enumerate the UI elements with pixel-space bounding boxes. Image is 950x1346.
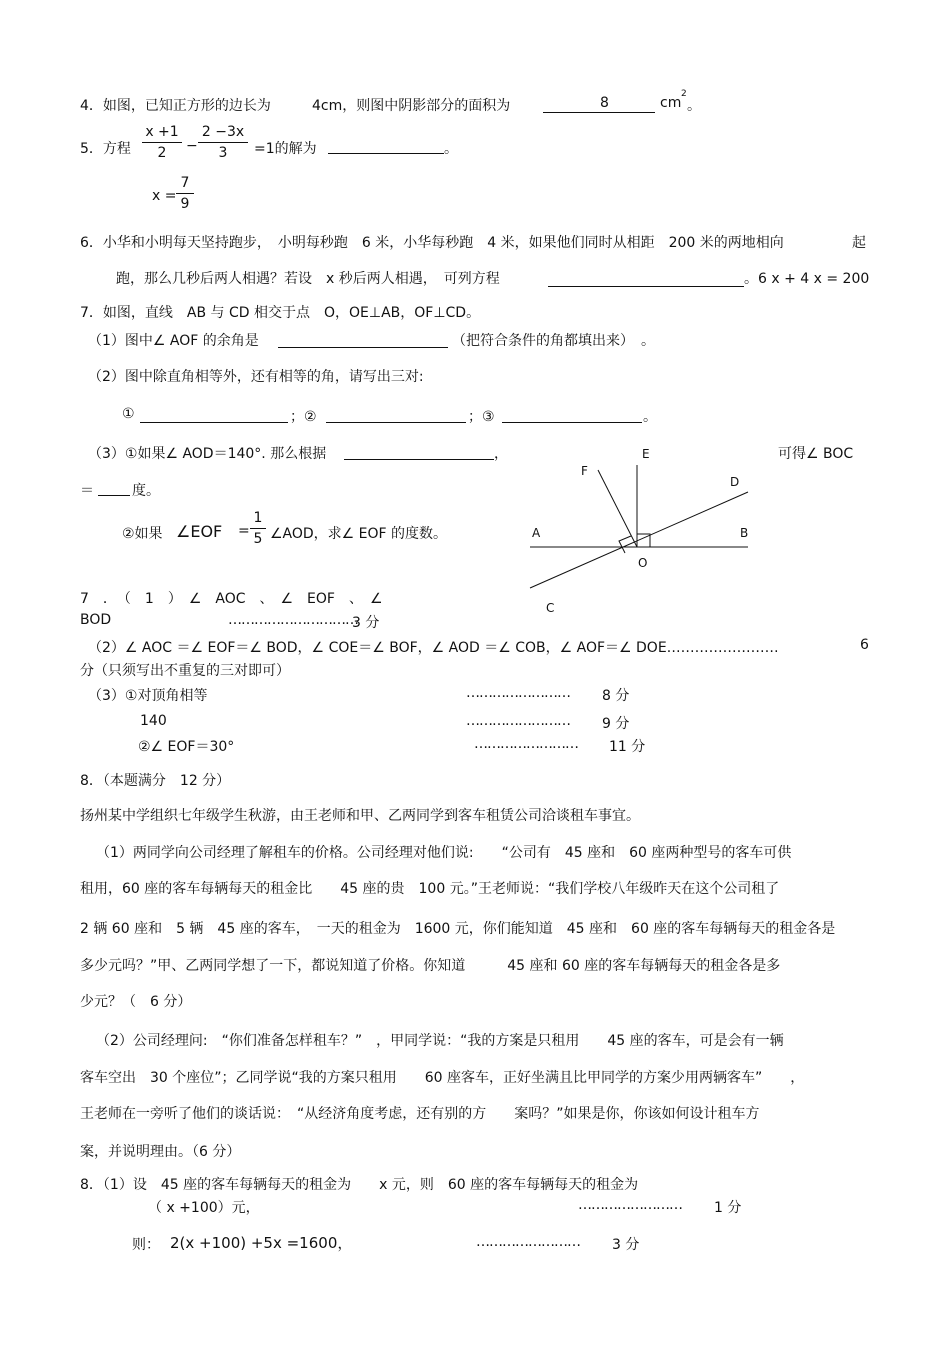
q7-part3b-pre: ②如果 — [122, 526, 163, 542]
q7-part3-blank — [344, 459, 494, 460]
q8-p1-line5: 少元？（ 6 分） — [80, 994, 192, 1010]
ans8-line3-score: 3 分 — [612, 1237, 640, 1253]
q8-p2-line3: 王老师在一旁听了他们的谈话说： “从经济角度考虑，还有别的方 案吗？”如果是你，你该如何设计租车方 — [80, 1106, 760, 1122]
ans7-line7-dots: …………………… — [474, 736, 578, 752]
q7-part1-blank — [278, 347, 448, 348]
ans8-line2: （ x +100）元， — [148, 1200, 260, 1216]
q6-line1: 6．小华和小明每天坚持跑步， 小明每秒跑 6 米，小华每秒跑 4 米，如果他们同时从相距 200 米的两地相向 — [80, 235, 784, 251]
q4-blank — [543, 112, 655, 113]
q7-part1: （1）图中∠ AOF 的余角是 — [88, 333, 259, 349]
fraction-bar — [250, 528, 266, 529]
fraction-bar — [176, 193, 194, 194]
q7-part3-right: 可得∠ BOC — [778, 446, 854, 462]
ans8-line2-dots: …………………… — [578, 1197, 682, 1213]
fraction-bar — [198, 142, 248, 143]
q5-ans-num: 7 — [180, 175, 190, 191]
q6-line1-end: 起 — [852, 235, 866, 251]
q5-fraction-1 — [142, 124, 182, 161]
ans7-line1: 7 ． （ 1 ） ∠ AOC 、 ∠ EOF 、 ∠ — [80, 591, 383, 607]
q4-unit: cm — [660, 95, 682, 111]
label-f: F — [581, 464, 588, 478]
ans7-line7-score: 11 分 — [609, 739, 646, 755]
ans8-line3-pre: 则： — [132, 1237, 160, 1253]
q5-blank — [328, 153, 444, 154]
label-o: O — [638, 556, 648, 570]
q8-title: 8．（本题满分 12 分） — [80, 773, 231, 789]
angle-figure — [520, 440, 760, 620]
q5-eq: =1的解为 — [254, 141, 317, 157]
label-a: A — [532, 526, 541, 540]
q4-text: 4．如图，已知正方形的边长为 — [80, 98, 271, 114]
q7-choice-3-blank — [502, 422, 642, 423]
q4-end: 。 — [687, 98, 701, 114]
label-b: B — [740, 526, 749, 540]
ans7-line3: （2）∠ AOC ＝∠ EOF＝∠ BOD，∠ COE＝∠ BOF，∠ AOD ＝∠ COB，∠ AOF＝∠ DOE…………………… — [88, 640, 779, 656]
q5-answer-fraction — [176, 175, 194, 212]
ray-of — [598, 470, 637, 547]
q8-p2-line1: （2）公司经理问: “你们准备怎样租车？” ，甲同学说：“我的方案是只租用 45 座的客车，可是会有一辆 — [96, 1033, 784, 1049]
q5-num1: x +1 — [145, 124, 179, 140]
q7-part3b-post: ∠AOD，求∠ EOF 的度数。 — [270, 526, 448, 542]
q5-fraction-2 — [198, 124, 248, 161]
label-e: E — [642, 447, 650, 461]
ans7-line6: 140 — [140, 713, 167, 729]
label-d: D — [730, 475, 740, 489]
q8-p2-line4: 案，并说明理由。（6 分） — [80, 1144, 241, 1160]
q7-part2: （2）图中除直角相等外，还有相等的角，请写出三对: — [88, 369, 424, 385]
q8-p1-line3: 2 辆 60 座和 5 辆 45 座的客车， 一天的租金为 1600 元，你们能知道 45 座和 60 座的客车每辆每天的租金各是 — [80, 921, 836, 937]
ans7-line4: 分（只须写出不重复的三对即可） — [80, 663, 290, 679]
ans7-line6-score: 9 分 — [602, 716, 630, 732]
ans7-line3-score: 6 — [860, 637, 869, 653]
ans7-line5-score: 8 分 — [602, 688, 630, 704]
label-c: C — [546, 601, 555, 615]
q6-line2-end: 。6 x + 4 x = 200 — [744, 271, 870, 287]
q7-part3-eq: ＝ — [80, 483, 94, 499]
q5-minus: − — [186, 138, 198, 154]
q8-p1-line1: （1）两同学向公司经理了解租车的价格。公司经理对他们说: “公司有 45 座和 60 座两种型号的客车可供 — [96, 845, 792, 861]
ans7-line2-dots: ………………………… — [228, 612, 358, 628]
ans7-line5: （3）①对顶角相等 — [88, 688, 208, 704]
q7-part1-end: （把符合条件的角都填出来） 。 — [452, 333, 655, 349]
ans7-line6-dots: …………………… — [466, 713, 570, 729]
q7-part3b-den: 5 — [253, 531, 263, 547]
ans8-line2-score: 1 分 — [714, 1200, 742, 1216]
q7-part3: （3）①如果∠ AOD＝140°. 那么根据 — [88, 446, 327, 462]
q7-choice-end: 。 — [643, 409, 657, 425]
q4-sup: 2 — [681, 89, 687, 99]
q7-part3-deg-blank — [98, 495, 130, 496]
q8-intro: 扬州某中学组织七年级学生秋游，由王老师和甲、乙两同学到客车租赁公司洽谈租车事宜。 — [80, 808, 640, 824]
q5-num2: 2 −3x — [201, 124, 245, 140]
q5-den1: 2 — [157, 145, 167, 161]
q7-choice-2: ；② — [290, 409, 317, 425]
q5-den2: 3 — [218, 145, 228, 161]
ans7-line2: BOD — [80, 612, 112, 628]
ans7-line5-dots: …………………… — [466, 685, 570, 701]
q6-line2: 跑，那么几秒后两人相遇？若设 x 秒后两人相遇， 可列方程 — [116, 271, 500, 287]
ans8-line3-eq: 2(x +100) +5x =1600， — [170, 1234, 353, 1252]
ans8-line3-dots: …………………… — [476, 1234, 580, 1250]
ans8-line1: 8．（1）设 45 座的客车每辆每天的租金为 x 元，则 60 座的客车每辆每天的租金为 — [80, 1177, 639, 1193]
fraction-bar — [142, 142, 182, 143]
q7-part3b-num: 1 — [253, 510, 263, 526]
q5-end: 。 — [444, 141, 458, 157]
q7-part3-deg: 度。 — [132, 483, 160, 499]
q8-p1-line4: 多少元吗？”甲、乙两同学想了一下，都说知道了价格。你知道 45 座和 60 座的客车每辆每天的租金各是多 — [80, 958, 781, 974]
ans7-line2-score: 3 分 — [352, 615, 380, 631]
q4-side: 4cm，则图中阴影部分的面积为 — [312, 98, 511, 114]
q7-part3b-angle: ∠EOF — [176, 522, 223, 541]
q7-choice-3: ；③ — [468, 409, 495, 425]
q7-choice-2-blank — [326, 422, 466, 423]
q5-ans-den: 9 — [180, 196, 190, 212]
q7-intro: 7．如图，直线 AB 与 CD 相交于点 O，OE⊥AB，OF⊥CD。 — [80, 305, 481, 321]
q7-part3b-eq: = — [238, 523, 250, 539]
q8-p2-line2: 客车空出 30 个座位”；乙同学说“我的方案只租用 60 座客车，正好坐满且比甲同学的方案少用两辆客车” ， — [80, 1070, 805, 1086]
ans7-line7: ②∠ EOF＝30° — [138, 739, 235, 755]
q4-answer: 8 — [600, 95, 609, 111]
q7-choice-1: ① — [122, 406, 135, 422]
q5-label: 5．方程 — [80, 141, 131, 157]
q7-part3-comma: ， — [494, 446, 508, 462]
line-cd — [530, 492, 748, 588]
q8-p1-line2: 租用，60 座的客车每辆每天的租金比 45 座的贵 100 元。”王老师说：“我们学校八年级昨天在这个公司租了 — [80, 881, 780, 897]
q7-part3b-fraction — [250, 510, 266, 547]
q6-blank — [548, 286, 744, 287]
q7-choice-1-blank — [140, 422, 288, 423]
q5-answer-x: x = — [152, 188, 177, 204]
